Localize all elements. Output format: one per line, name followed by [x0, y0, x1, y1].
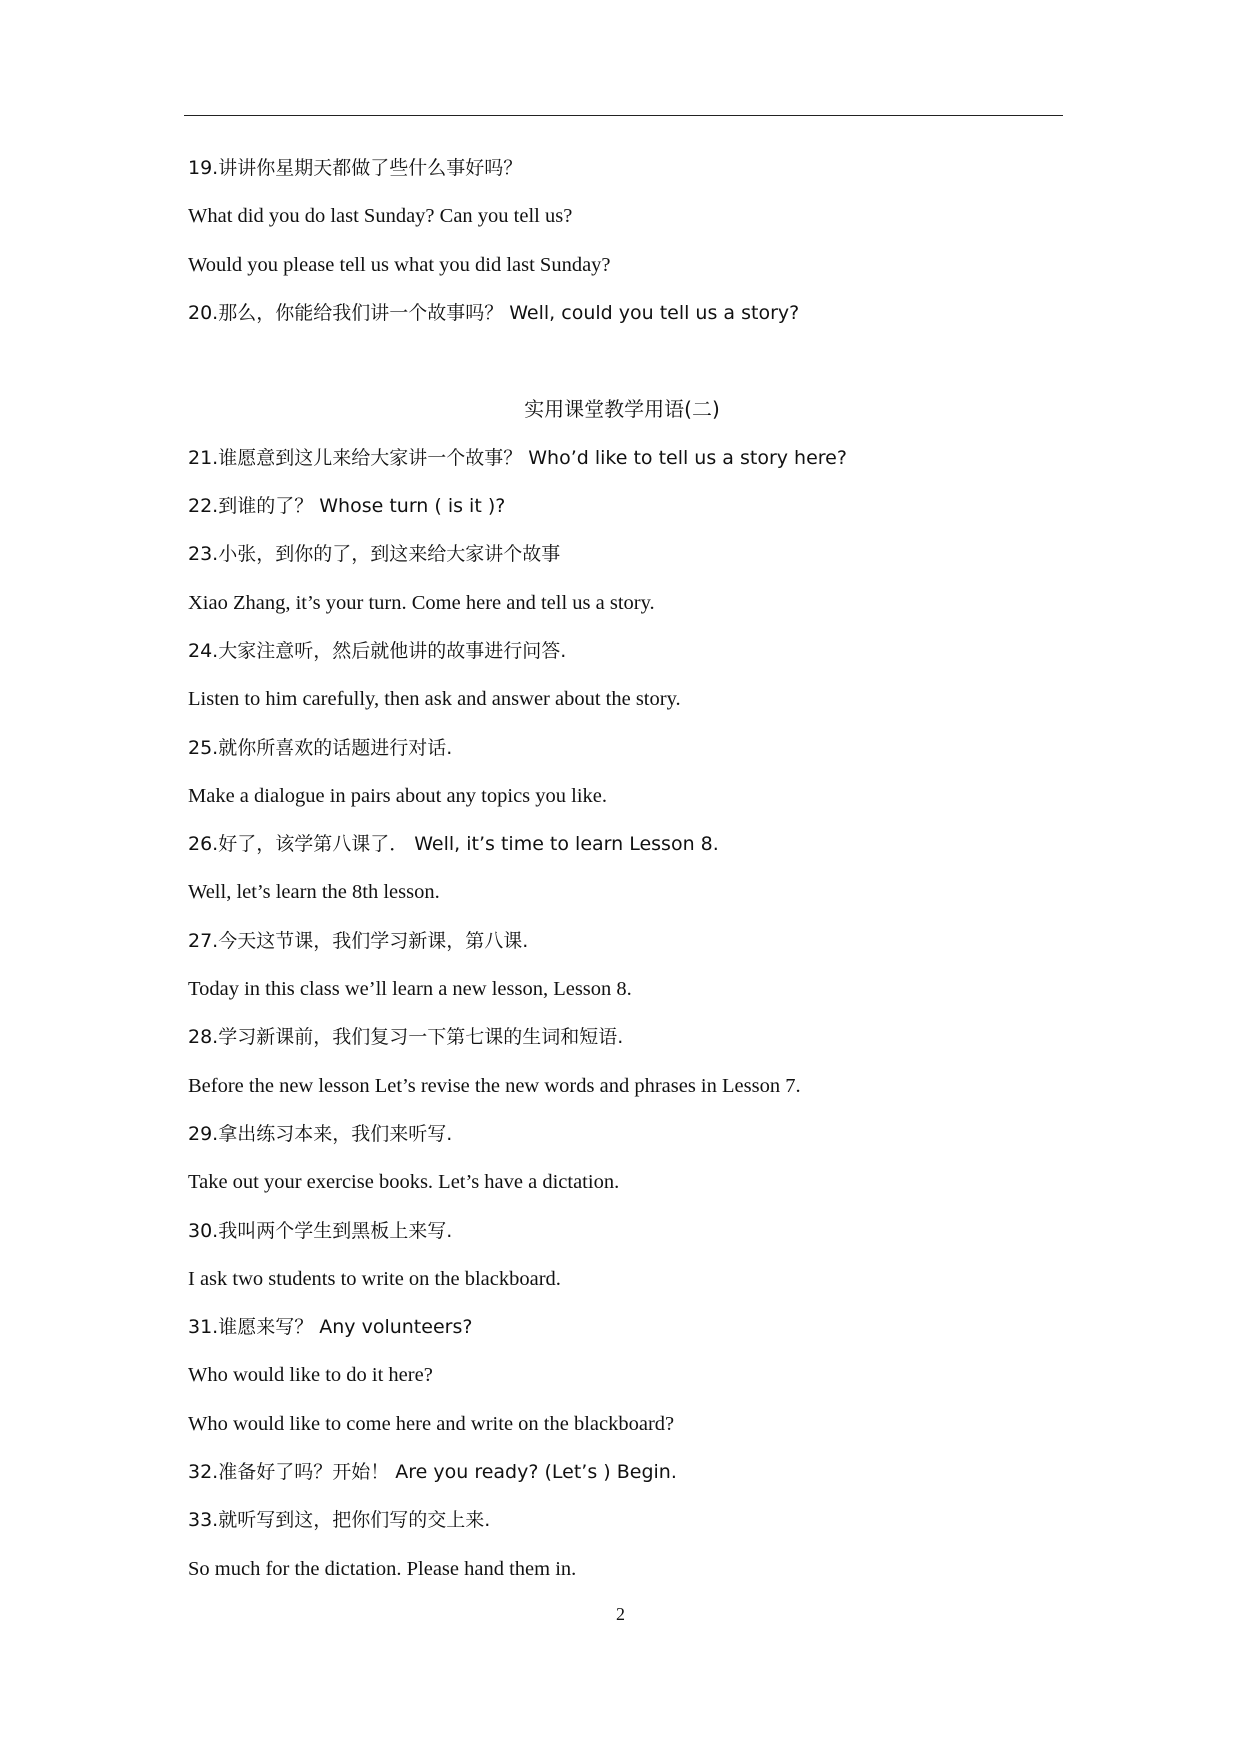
text-line: 29.拿出练习本来，我们来听写.	[188, 1122, 453, 1145]
text-line: Today in this class we’ll learn a new lesson, Lesson 8.	[188, 978, 632, 1001]
text-line: Would you please tell us what you did last Sunday?	[188, 253, 611, 276]
text-line: 25.就你所喜欢的话题进行对话.	[188, 736, 453, 759]
text-line: Listen to him carefully, then ask and answer about the story.	[188, 688, 681, 711]
text-line: So much for the dictation. Please hand them in.	[188, 1557, 577, 1580]
text-line: 24.大家注意听，然后就他讲的故事进行问答.	[188, 639, 567, 662]
text-line: 26.好了，该学第八课了． Well, it’s time to learn Lesson 8.	[188, 833, 719, 856]
text-line: 30.我叫两个学生到黑板上来写.	[188, 1219, 453, 1242]
lines-after	[188, 438, 1058, 1597]
text-line: 27.今天这节课，我们学习新课，第八课.	[188, 929, 529, 952]
text-line: Who would like to come here and write on the blackboard?	[188, 1412, 675, 1435]
text-line: 33.就听写到这，把你们写的交上来.	[188, 1509, 491, 1532]
text-line: Xiao Zhang, it’s your turn. Come here and tell us a story.	[188, 591, 655, 614]
text-line: Make a dialogue in pairs about any topics you like.	[188, 784, 608, 807]
text-line: 22.到谁的了？ Whose turn ( is it )?	[188, 495, 506, 518]
text-line: What did you do last Sunday? Can you tell us?	[188, 205, 573, 228]
text-line: 20.那么，你能给我们讲一个故事吗？ Well, could you tell us a story?	[188, 301, 800, 324]
text-line: 23.小张，到你的了，到这来给大家讲个故事	[188, 543, 561, 566]
header-rule	[184, 115, 1063, 116]
text-line: 19.讲讲你星期天都做了些什么事好吗？	[188, 157, 523, 179]
text-line: Take out your exercise books. Let’s have a dictation.	[188, 1171, 620, 1194]
text-line: Who would like to do it here?	[188, 1364, 433, 1387]
section-spacer	[188, 341, 1058, 389]
text-line: Well, let’s learn the 8th lesson.	[188, 881, 440, 904]
page-number: 2	[616, 1604, 625, 1624]
text-line: Before the new lesson Let’s revise the new words and phrases in Lesson 7.	[188, 1074, 801, 1097]
text-line: I ask two students to write on the blackboard.	[188, 1267, 561, 1290]
text-line: 28.学习新课前，我们复习一下第七课的生词和短语.	[188, 1026, 624, 1049]
text-line: 32.准备好了吗？开始！ Are you ready? (Let’s ) Begin.	[188, 1461, 677, 1484]
text-line: 21.谁愿意到这儿来给大家讲一个故事？ Who’d like to tell us a story here?	[188, 446, 847, 469]
lines-before	[188, 148, 1058, 341]
section-title: 实用课堂教学用语(二)	[524, 397, 720, 422]
page-content	[188, 148, 1058, 1597]
text-line: 31.谁愿来写？ Any volunteers?	[188, 1316, 473, 1339]
